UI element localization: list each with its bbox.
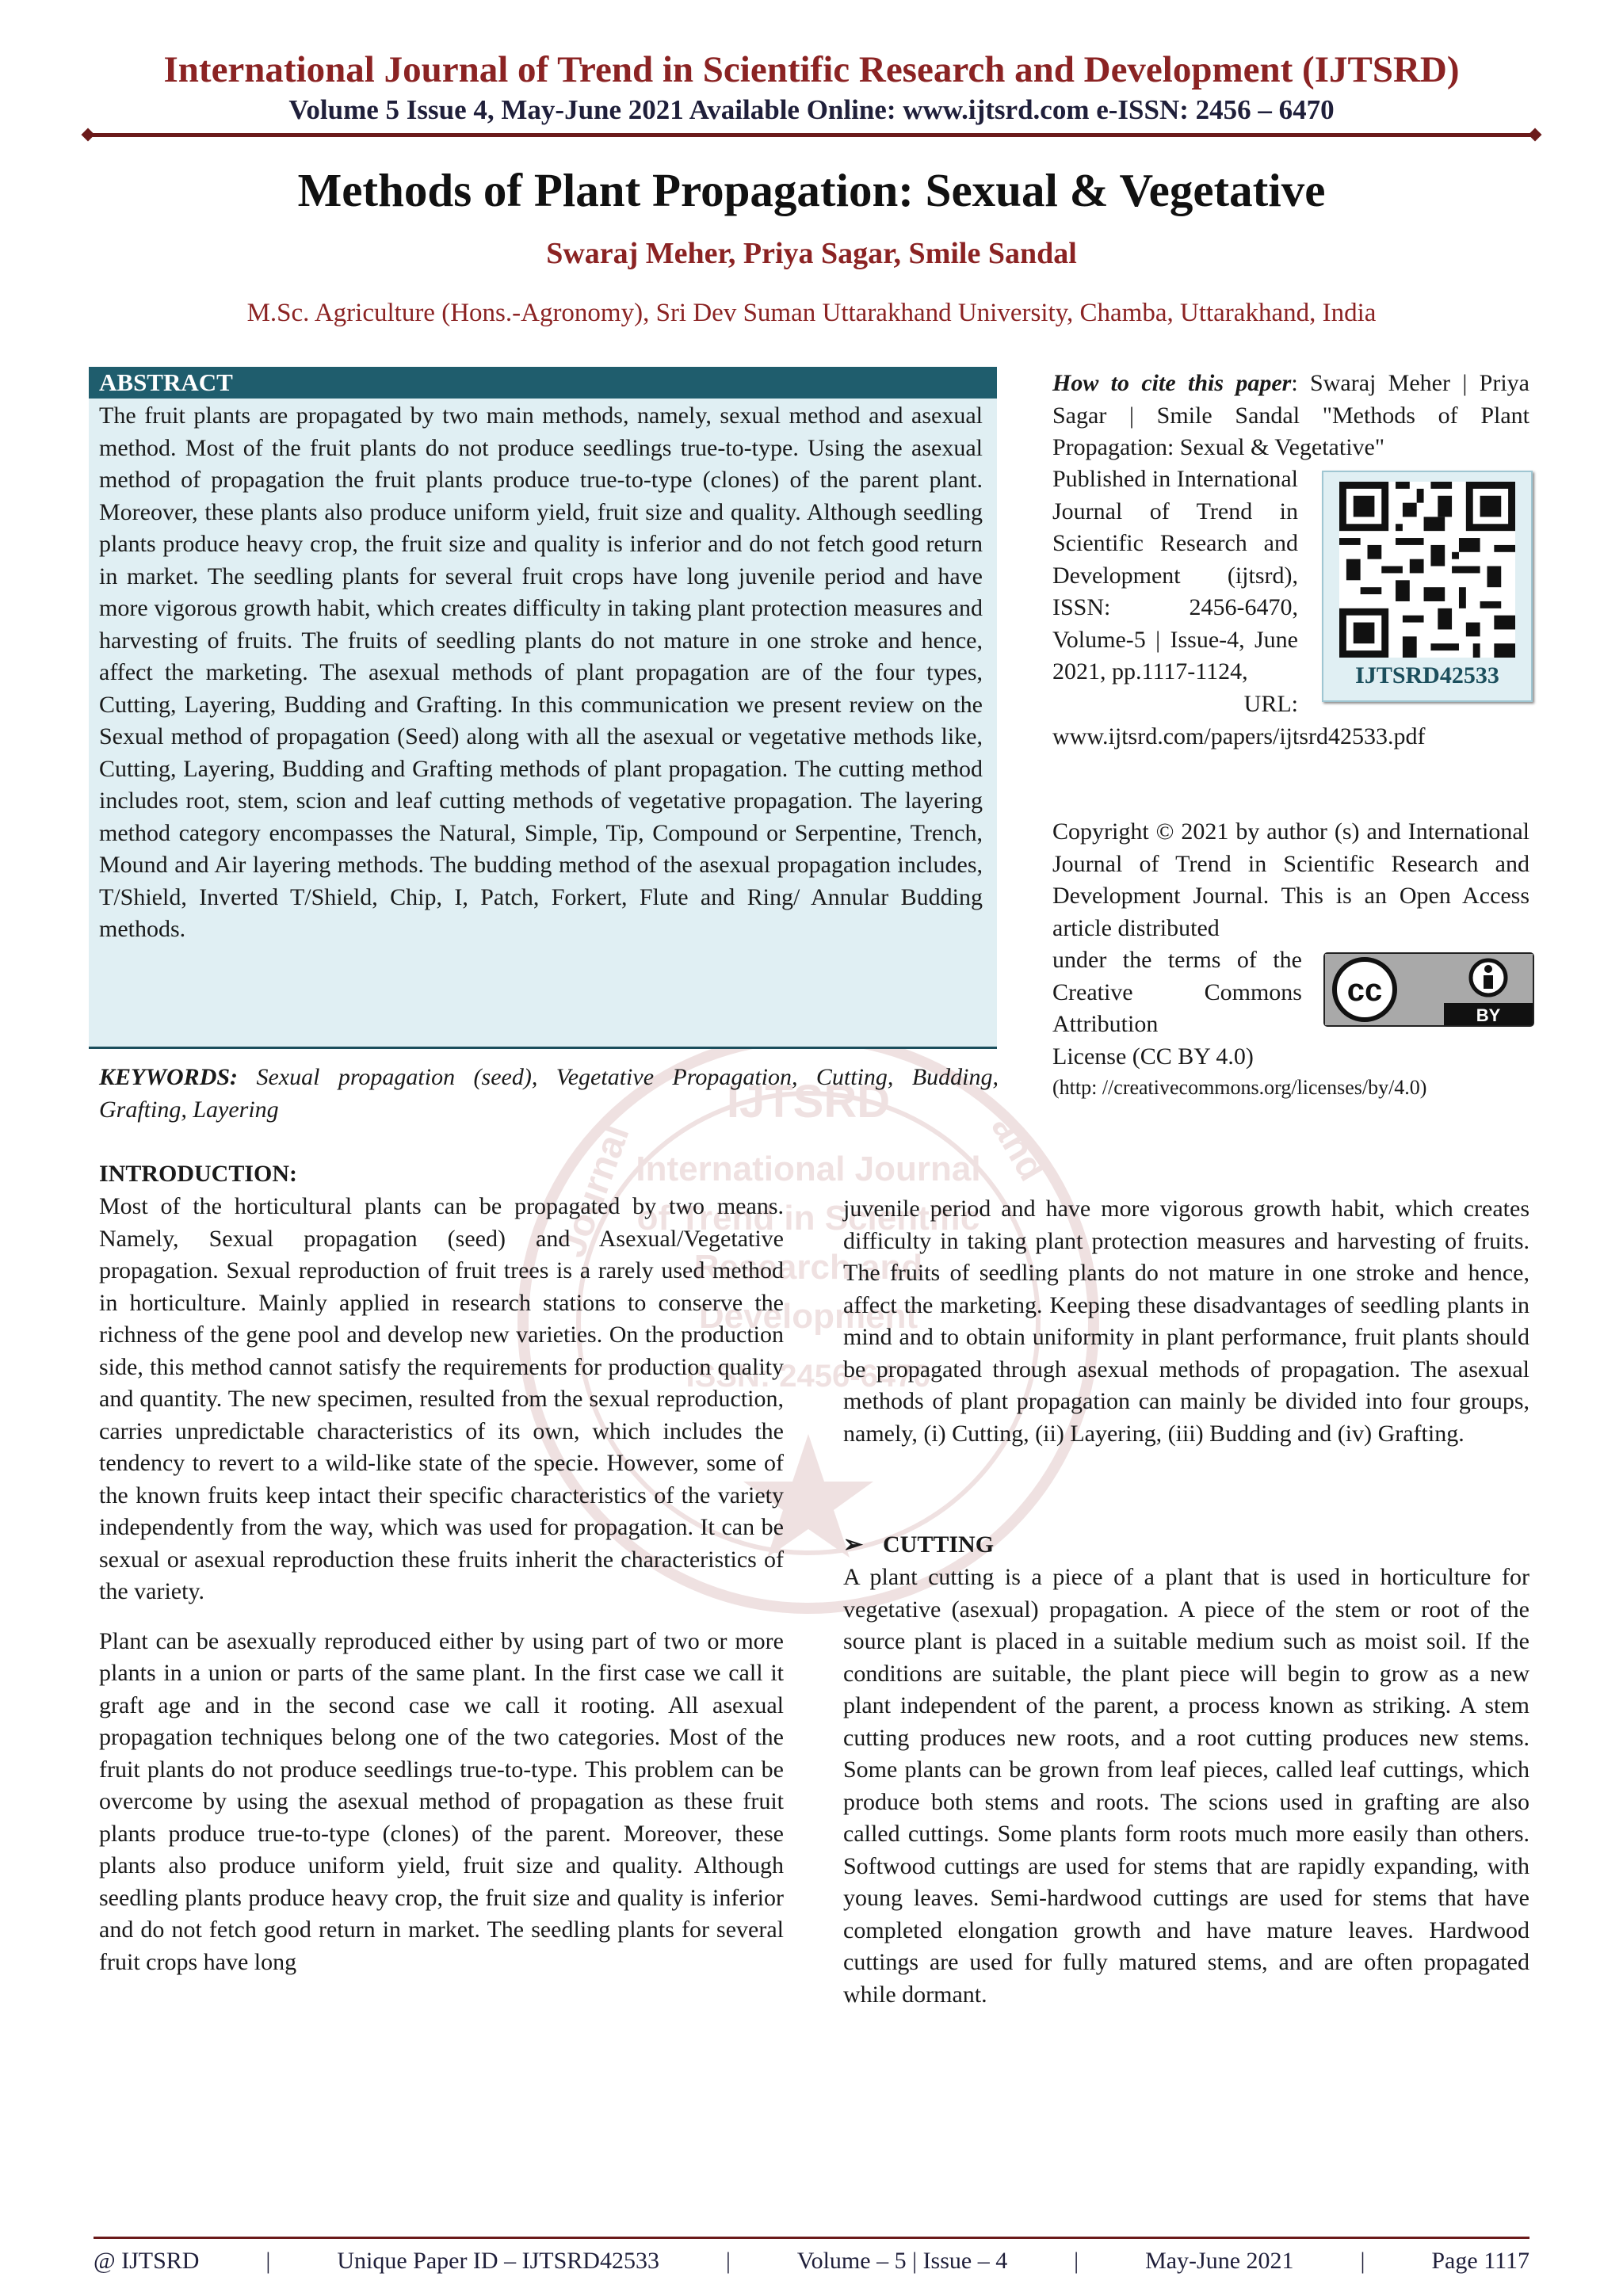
qr-paper-id: IJTSRD42533 xyxy=(1355,662,1499,688)
footer-rule xyxy=(94,2237,1529,2239)
footer-separator: | xyxy=(1074,2248,1079,2274)
license-url[interactable]: (http: //creativecommons.org/licenses/by/4.0) xyxy=(1052,1076,1427,1099)
watermark-text: of Trend in Scientific xyxy=(636,1199,980,1238)
watermark-text: and xyxy=(983,1108,1054,1188)
intro-paragraph-2: Plant can be asexually reproduced either by using part of two or more plants in a union or parts of the same plant. In the first case we call it graft age and in the second case we call it rooting. All asexual propagation techniques belong one of the two categories. Most of the fruit plants do not produce seedlings true-to-type. This problem can be overcome by using the asexual method of propagation as these fruit plants produce true-to-type (clones) of the parent. Moreover, these plants also produce uniform yield, fruit size and quality. Although seedling plants produce heavy crop, the fruit size and quality is inferior and do not fetch good return in market. The seedling plants for several fruit crops have long xyxy=(99,1627,784,1975)
watermark-text: IJTSRD xyxy=(726,1076,891,1127)
rule-end-diamond xyxy=(1529,128,1542,142)
abstract-heading xyxy=(89,367,997,399)
author-affiliation: M.Sc. Agriculture (Hons.-Agronomy), Sri Dev Suman Uttarakhand University, Chamba, Uttarakhand, India xyxy=(246,299,1377,327)
volume-line: Volume 5 Issue 4, May-June 2021 Available Online: www.ijtsrd.com e-ISSN: 2456 – 6470 xyxy=(288,94,1335,125)
footer-separator: | xyxy=(265,2248,271,2274)
keywords-label: KEYWORDS: xyxy=(99,1064,239,1090)
qr-code xyxy=(1339,482,1515,658)
cutting-text: A plant cutting is a piece of a plant that is used in horticulture for vegetative (asexual) propagation. A piece of the stem or root of the source plant is placed in a suitable medium such as moist soil. If the conditions are suitable, the plant piece will begin to grow as a new plant independent of the parent, a process known as striking. A stem cutting produces new roots, and a root cutting produces new stems. Some plants can be grown from leaf pieces, called leaf cuttings, which produce both stems and roots. The scions used in grafting are also called cuttings. Some plants form roots much more easily than others. Softwood cuttings are used for stems that are rapidly expanding, with young leaves. Semi-hardwood cuttings are used for stems that have completed elongation growth and have mature leaves. Hardwood cuttings are used for fully matured stems, and are often propagated while dormant. xyxy=(843,1564,1529,2008)
footer-separator: | xyxy=(725,2248,731,2274)
bullet-arrow-icon: ➢ xyxy=(843,1531,864,1558)
intro-paragraph-1: Most of the horticultural plants can be propagated by two means. Namely, Sexual propagation (seed) and Asexual/Vegetative propagation. Sexual reproduction of fruit trees is a rarely used method in horticulture. Mainly applied in research stations to conserve the richness of the gene pool and develop new varieties. On the production side, this method cannot satisfy the requirements for production quality and quantity. The new specimen, resulted from the sexual reproduction, carries unpredictable characteristics of its own, which includes the tendency to revert to a wild-like state of the specie. However, some of the known fruits keep intact their specific characteristics of the variety independently from the way, which was used for propagation. It can be sexual or asexual reproduction these fruits inherit the characteristics of the variety. xyxy=(99,1193,784,1604)
citation-url[interactable]: www.ijtsrd.com/papers/ijtsrd42533.pdf xyxy=(1052,723,1426,749)
introduction-heading: INTRODUCTION: xyxy=(99,1161,298,1187)
license-terms: under the terms of the Creative Commons Attribution xyxy=(1052,947,1302,1037)
keywords-text: Sexual propagation (seed), Vegetative Propagation, Cutting, Budding, Grafting, Layering xyxy=(99,1064,999,1123)
watermark-text: International Journal xyxy=(636,1150,981,1188)
cc-by-logo xyxy=(1325,954,1533,1025)
citation-details xyxy=(1052,463,1298,720)
cc-icon: cc xyxy=(1346,973,1383,1008)
by-label: BY xyxy=(1476,1005,1501,1025)
watermark-text: ISSN: 2456-6470 xyxy=(685,1359,931,1394)
cutting-heading xyxy=(843,1529,994,1562)
footer-page-number: Page 1117 xyxy=(1431,2248,1529,2274)
body-column-left xyxy=(99,1191,784,1978)
copyright-text: Copyright © 2021 by author (s) and International Journal of Trend in Scientific Research and Development Journal. This is an Open Access article distributed xyxy=(1052,818,1529,941)
header-rule xyxy=(87,133,1536,137)
citation-url-label: URL: xyxy=(1243,690,1298,717)
abstract-text: The fruit plants are propagated by two main methods, namely, sexual method and asexual method. Most of the fruit plants do not produce seedlings true-to-type. Using the asexual method of propagation the fruit plants produce true-to-type (clones) of the parent plant. Moreover, these plants also produce uniform yield, fruit size and quality. Although seedling plants produce heavy crop, the fruit size and quality is inferior and do not fetch good return in market. The seedling plants for several fruit crops have long juvenile period and have more vigorous growth habit, which creates difficulty in taking plant protection measures and harvesting of fruits. The fruits of seedling plants do not mature in one stroke and hence, affect the marketing. The asexual methods of plant propagation are of the four types, Cutting, Layering, Budding and Grafting. In this communication we present review on the Sexual method of propagation (Seed) along with all the asexual or vegetative methods like, Cutting, Layering, Budding and Grafting methods of plant propagation. The cutting method includes root, stem, scion and leaf cutting methods of vegetative propagation. The layering method category encompasses the Natural, Simple, Tip, Compound or Serpentine, Trench, Mound and Air layering methods. The budding method of the asexual propagation includes, T/Shield, Inverted T/Shield, Chip, I, Patch, Forkert, Flute and Ring/ Annular Budding methods. xyxy=(99,402,983,942)
citation-details-text: Published in International Journal of Trend in Scientific Research and Development (ijtsrd), ISSN: 2456-6470, Volume-5 | Issue-4, June 2021, pp.1117-1124, xyxy=(1052,466,1298,685)
citation-label: How to cite this paper xyxy=(1052,370,1292,396)
intro-paragraph-3: juvenile period and have more vigorous growth habit, which creates difficulty in taking plant protection measures and harvesting of fruits. The fruits of seedling plants do not mature in one stroke and hence, affect the marketing. Keeping these disadvantages of seedling plants in mind and to obtain uniformity in plant performance, fruit plants should be propagated through asexual methods of propagation. The asexual methods of plant propagation can mainly be divided into four groups, namely, (i) Cutting, (ii) Layering, (iii) Budding and (iv) Grafting. xyxy=(843,1196,1529,1447)
body-column-right xyxy=(843,1193,1529,1450)
footer-publisher: @ IJTSRD xyxy=(94,2248,200,2274)
citation-text: : Swaraj Meher | Priya Sagar | Smile Sandal "Methods of Plant Propagation: Sexual & Vegetative" xyxy=(1052,370,1529,460)
license-name: License (CC BY 4.0) xyxy=(1052,1043,1254,1070)
qr-code-box xyxy=(1322,471,1533,702)
watermark-text: Development xyxy=(698,1297,918,1336)
cutting-heading-text: CUTTING xyxy=(883,1531,995,1558)
keywords xyxy=(99,1062,999,1126)
rule-end-diamond xyxy=(82,128,95,142)
watermark-text: Research and xyxy=(693,1248,923,1287)
footer-date: May-June 2021 xyxy=(1145,2248,1294,2274)
citation-block xyxy=(1052,368,1529,464)
abstract-heading-text: ABSTRACT xyxy=(99,368,233,396)
footer-paper-id: Unique Paper ID – IJTSRD42533 xyxy=(337,2248,659,2274)
paper-authors: Swaraj Meher, Priya Sagar, Smile Sandal xyxy=(546,237,1077,270)
journal-name: International Journal of Trend in Scientific Research and Development (IJTSRD) xyxy=(163,49,1460,90)
footer-separator: | xyxy=(1360,2248,1365,2274)
watermark-text: Journal xyxy=(551,1119,638,1263)
paper-title: Methods of Plant Propagation: Sexual & Vegetative xyxy=(297,164,1326,216)
page-footer xyxy=(94,2245,1529,2278)
footer-volume: Volume – 5 | Issue – 4 xyxy=(796,2248,1008,2274)
cc-by-badge xyxy=(1323,952,1534,1027)
